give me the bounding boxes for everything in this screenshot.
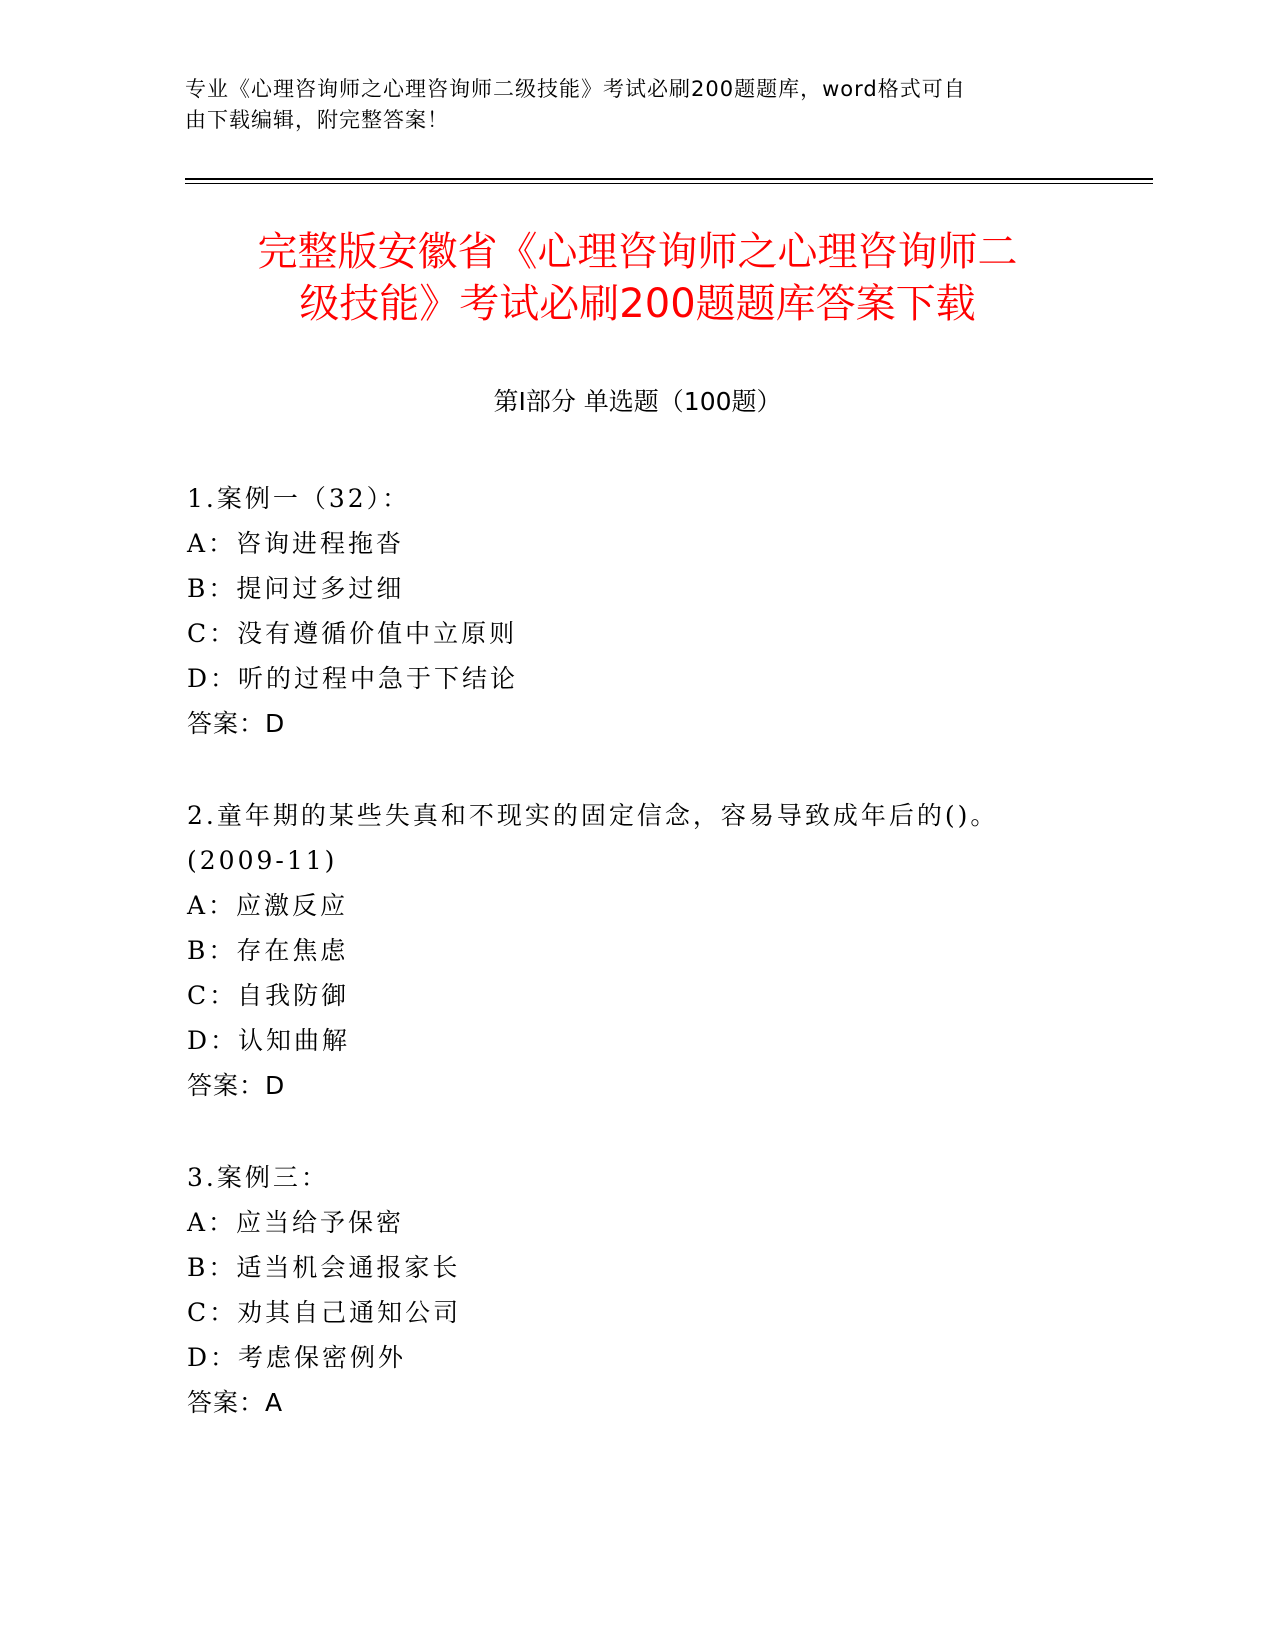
header-divider-thin	[185, 183, 1153, 184]
document-title	[150, 226, 1125, 330]
header-note-line-2: 由下载编辑，附完整答案！	[185, 108, 449, 132]
option-a: A：应当给予保密	[187, 1208, 405, 1237]
option-a: A：应激反应	[187, 891, 349, 920]
option-b: B：适当机会通报家长	[187, 1253, 461, 1282]
question-1	[187, 476, 1117, 746]
header-divider-thick	[185, 178, 1153, 180]
question-list	[187, 476, 1117, 1425]
option-d: D：认知曲解	[187, 1026, 351, 1055]
option-a: A：咨询进程拖沓	[187, 529, 405, 558]
question-stem: 1.案例一（32）：	[187, 484, 411, 513]
header-note	[185, 74, 1085, 136]
option-c: C：自我防御	[187, 981, 350, 1010]
question-stem: 3.案例三：	[187, 1163, 329, 1192]
option-b: B：存在焦虑	[187, 936, 349, 965]
document-title-line-2: 级技能》考试必刷200题题库答案下载	[299, 281, 976, 327]
answer: 答案：A	[187, 1388, 284, 1417]
option-c: C：劝其自己通知公司	[187, 1298, 462, 1327]
question-stem: 2.童年期的某些失真和不现实的固定信念，容易导致成年后的()。	[187, 801, 999, 830]
answer: 答案：D	[187, 1071, 286, 1100]
option-b: B：提问过多过细	[187, 574, 405, 603]
question-3	[187, 1155, 1117, 1425]
header-note-line-1: 专业《心理咨询师之心理咨询师二级技能》考试必刷200题题库，word格式可自	[185, 77, 966, 101]
section-title: 第Ⅰ部分 单选题（100题）	[493, 387, 782, 416]
question-spacer	[187, 746, 1117, 793]
option-c: C：没有遵循价值中立原则	[187, 619, 518, 648]
option-d: D：考虑保密例外	[187, 1343, 407, 1372]
document-title-line-1: 完整版安徽省《心理咨询师之心理咨询师二	[257, 229, 1018, 275]
option-d: D：听的过程中急于下结论	[187, 664, 519, 693]
question-stem-continued: (2009-11)	[187, 846, 338, 875]
question-spacer	[187, 1108, 1117, 1155]
question-2	[187, 793, 1117, 1108]
answer: 答案：D	[187, 709, 286, 738]
